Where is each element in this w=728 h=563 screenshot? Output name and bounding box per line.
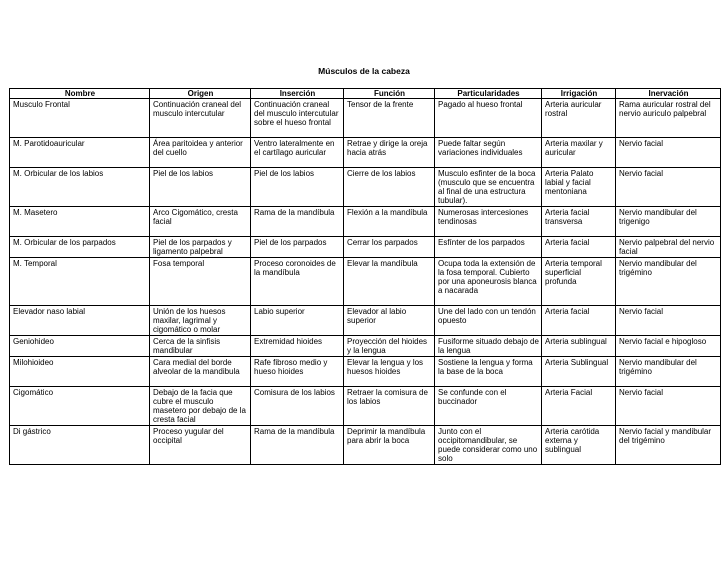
cell-nombre: Cigomático [10,387,150,426]
table-row [10,426,721,465]
table-row [10,306,721,336]
cell-inervacion: Nervio facial y mandibular del trigémino [616,426,721,465]
table-row [10,258,721,306]
column-header: Nombre [10,89,150,99]
cell-inervacion: Nervio palpebral del nervio facial [616,237,721,258]
table-row [10,138,721,168]
cell-irrigacion: Arteria facial [542,237,616,258]
cell-origen: Fosa temporal [150,258,251,306]
cell-funcion: Flexión a la mandíbula [344,207,435,237]
cell-particularidades: Pagado al hueso frontal [435,99,542,138]
cell-funcion: Deprimir la mandíbula para abrir la boca [344,426,435,465]
cell-funcion: Proyección del hioides y la lengua [344,336,435,357]
cell-nombre: M. Temporal [10,258,150,306]
cell-particularidades: Sostiene la lengua y forma la base de la boca [435,357,542,387]
cell-inervacion: Nervio mandibular del trigenigo [616,207,721,237]
cell-funcion: Retraer la comisura de los labios [344,387,435,426]
cell-irrigacion: Arteria Sublingual [542,357,616,387]
cell-origen: Cerca de la sinfisis mandibular [150,336,251,357]
cell-irrigacion: Arteria auricular rostral [542,99,616,138]
cell-particularidades: Se confunde con el buccinador [435,387,542,426]
cell-irrigacion: Arteria Palato labial y facial mentoniana [542,168,616,207]
cell-funcion: Cierre de los labios [344,168,435,207]
cell-particularidades: Fusiforme situado debajo de la lengua [435,336,542,357]
cell-irrigacion: Arteria temporal superficial profunda [542,258,616,306]
column-header: Particularidades [435,89,542,99]
table-row [10,168,721,207]
table-body [10,99,721,465]
column-header: Inervación [616,89,721,99]
table-row [10,207,721,237]
cell-particularidades: Une del lado con un tendón opuesto [435,306,542,336]
table-row [10,336,721,357]
column-header: Origen [150,89,251,99]
cell-particularidades: Musculo esfinter de la boca (musculo que se encuentra al final de una estructura tubular). [435,168,542,207]
cell-funcion: Retrae y dirige la oreja hacia atrás [344,138,435,168]
cell-inervacion: Nervio facial [616,138,721,168]
cell-inervacion: Nervio mandibular del trigémino [616,258,721,306]
cell-particularidades: Numerosas intercesiones tendinosas [435,207,542,237]
cell-particularidades: Esfínter de los parpados [435,237,542,258]
cell-nombre: Elevador naso labial [10,306,150,336]
cell-irrigacion: Arteria facial transversa [542,207,616,237]
cell-irrigacion: Arteria sublingual [542,336,616,357]
cell-origen: Piel de los parpados y ligamento palpebral [150,237,251,258]
cell-particularidades: Junto con el occipitomandibular, se puede considerar como uno solo [435,426,542,465]
cell-inervacion: Nervio facial [616,306,721,336]
cell-origen: Cara medial del borde alveolar de la mandibula [150,357,251,387]
cell-nombre: Geniohideo [10,336,150,357]
cell-funcion: Elevar la mandíbula [344,258,435,306]
cell-inervacion: Nervio facial e hipogloso [616,336,721,357]
column-header: Inserción [251,89,344,99]
cell-insercion: Ventro lateralmente en el cartílago auricular [251,138,344,168]
cell-funcion: Tensor de la frente [344,99,435,138]
cell-irrigacion: Arteria facial [542,306,616,336]
cell-funcion: Cerrar los parpados [344,237,435,258]
cell-origen: Piel de los labios [150,168,251,207]
cell-origen: Debajo de la facia que cubre el musculo masetero por debajo de la cresta facial [150,387,251,426]
cell-irrigacion: Arteria maxilar y auricular [542,138,616,168]
cell-nombre: Di gástrico [10,426,150,465]
cell-origen: Proceso yugular del occipital [150,426,251,465]
column-header: Función [344,89,435,99]
cell-funcion: Elevador al labio superior [344,306,435,336]
cell-inervacion: Rama auricular rostral del nervio auriculo palpebral [616,99,721,138]
cell-nombre: M. Masetero [10,207,150,237]
cell-insercion: Piel de los labios [251,168,344,207]
cell-insercion: Rama de la mandíbula [251,207,344,237]
cell-inervacion: Nervio mandibular del trigémino [616,357,721,387]
cell-funcion: Elevar la lengua y los huesos hioides [344,357,435,387]
cell-nombre: M. Orbicular de los labios [10,168,150,207]
cell-irrigacion: Arteria carótida externa y sublingual [542,426,616,465]
cell-inervacion: Nervio facial [616,168,721,207]
cell-insercion: Labio superior [251,306,344,336]
cell-origen: Continuación craneal del musculo intercutular [150,99,251,138]
cell-insercion: Rafe fibroso medio y hueso hioides [251,357,344,387]
page-title: Músculos de la cabeza [318,66,410,76]
cell-irrigacion: Arteria Facial [542,387,616,426]
cell-particularidades: Puede faltar según variaciones individuales [435,138,542,168]
cell-insercion: Comisura de los labios [251,387,344,426]
table-row [10,387,721,426]
cell-insercion: Rama de la mandíbula [251,426,344,465]
cell-nombre: Milohioideo [10,357,150,387]
cell-insercion: Piel de los parpados [251,237,344,258]
column-header: Irrigación [542,89,616,99]
muscle-table [9,88,721,465]
cell-origen: Área paritoidea y anterior del cuello [150,138,251,168]
table-row [10,237,721,258]
cell-insercion: Extremidad hioides [251,336,344,357]
cell-origen: Unión de los huesos maxilar, lagrimal y cigomático o molar [150,306,251,336]
cell-insercion: Continuación craneal del musculo intercutular sobre el hueso frontal [251,99,344,138]
cell-nombre: Musculo Frontal [10,99,150,138]
cell-nombre: M. Orbicular de los parpados [10,237,150,258]
table-row [10,99,721,138]
cell-inervacion: Nervio facial [616,387,721,426]
cell-origen: Arco Cigomático, cresta facial [150,207,251,237]
header-row [10,89,721,99]
cell-insercion: Proceso coronoides de la mandíbula [251,258,344,306]
cell-particularidades: Ocupa toda la extensión de la fosa temporal. Cubierto por una aponeurosis blanca a nacarada [435,258,542,306]
cell-nombre: M. Parotidoauricular [10,138,150,168]
table-row [10,357,721,387]
